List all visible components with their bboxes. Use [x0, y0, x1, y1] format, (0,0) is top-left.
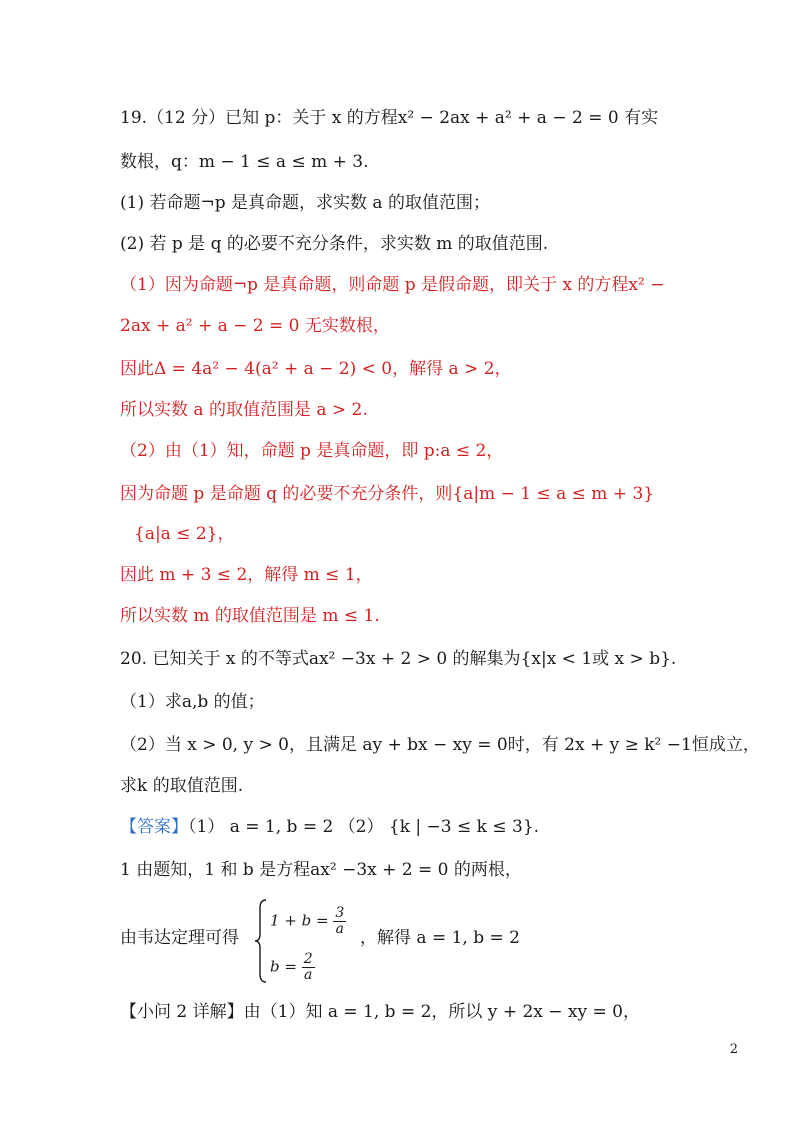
- vieta-eq1-fraction: [333, 906, 346, 937]
- vieta-label: 由韦达定理可得: [120, 928, 239, 948]
- q20-sub2: （2）当 x > 0, y > 0，且满足 ay + bx − xy = 0时，有 2x + y ≥ k² −1恒成立，: [120, 735, 760, 755]
- vieta-eq2-numerator: 2: [303, 951, 313, 967]
- answer-tag: 【答案】: [120, 817, 188, 837]
- q20-sub1: （1）求a,b 的值；: [120, 692, 265, 712]
- vieta-eq1-numerator: 3: [335, 905, 345, 921]
- answer-text: （1） a = 1, b = 2 （2） {k | −3 ≤ k ≤ 3}.: [188, 817, 540, 837]
- q19-solution-line5: （2）由（1）知，命题 p 是真命题，即 p:a ≤ 2，: [120, 441, 504, 461]
- vieta-eq2-fraction: [302, 952, 315, 983]
- q20-stem: 20. 已知关于 x 的不等式ax² −3x + 2 > 0 的解集为{x|x < 1或 x > b}.: [120, 649, 677, 669]
- answer-line: [120, 815, 734, 839]
- left-brace-icon: [254, 898, 268, 984]
- vieta-equation-1: [270, 906, 346, 937]
- vieta-eq1-denominator: a: [335, 921, 345, 937]
- q19-solution-line1: （1）因为命题¬p 是真命题，则命题 p 是假命题，即关于 x 的方程x² −: [120, 275, 665, 295]
- page-number: 2: [729, 1042, 738, 1057]
- vieta-eq2-left: b =: [270, 957, 297, 976]
- q19-solution-line4: 所以实数 a 的取值范围是 a > 2.: [120, 400, 368, 420]
- q19-solution-line9: 所以实数 m 的取值范围是 m ≤ 1.: [120, 606, 380, 626]
- q19-sub1: (1) 若命题¬p 是真命题，求实数 a 的取值范围；: [120, 193, 490, 213]
- vieta-eq1-left: 1 + b =: [270, 911, 329, 930]
- q20-sub3: 求k 的取值范围.: [120, 776, 244, 796]
- q19-stem-line2: 数根，q：m − 1 ≤ a ≤ m + 3.: [120, 152, 369, 172]
- vieta-equation-2: [270, 952, 315, 983]
- q19-stem-line1: 19.（12 分）已知 p：关于 x 的方程x² − 2ax + a² + a − 2 = 0 有实: [120, 108, 659, 128]
- q19-solution-line7: {a|a ≤ 2}，: [134, 524, 235, 544]
- vieta-eq2-denominator: a: [304, 967, 313, 983]
- solution20-part2-line: 【小问 2 详解】由（1）知 a = 1, b = 2，所以 y + 2x − xy = 0，: [120, 1002, 640, 1022]
- q19-solution-line3: 因此Δ = 4a² − 4(a² + a − 2) < 0，解得 a > 2，: [120, 359, 512, 379]
- vieta-result: ，解得 a = 1, b = 2: [360, 928, 520, 948]
- q19-solution-line6: 因为命题 p 是命题 q 的必要不充分条件，则{a|m − 1 ≤ a ≤ m + 3}: [120, 484, 655, 504]
- vieta-system: [120, 898, 680, 984]
- solution20-line1: 1 由题知，1 和 b 是方程ax² −3x + 2 = 0 的两根，: [120, 860, 522, 880]
- q19-sub2: (2) 若 p 是 q 的必要不充分条件，求实数 m 的取值范围.: [120, 234, 549, 254]
- q19-solution-line8: 因此 m + 3 ≤ 2，解得 m ≤ 1，: [120, 565, 373, 585]
- q19-solution-line2: 2ax + a² + a − 2 = 0 无实数根，: [120, 316, 390, 336]
